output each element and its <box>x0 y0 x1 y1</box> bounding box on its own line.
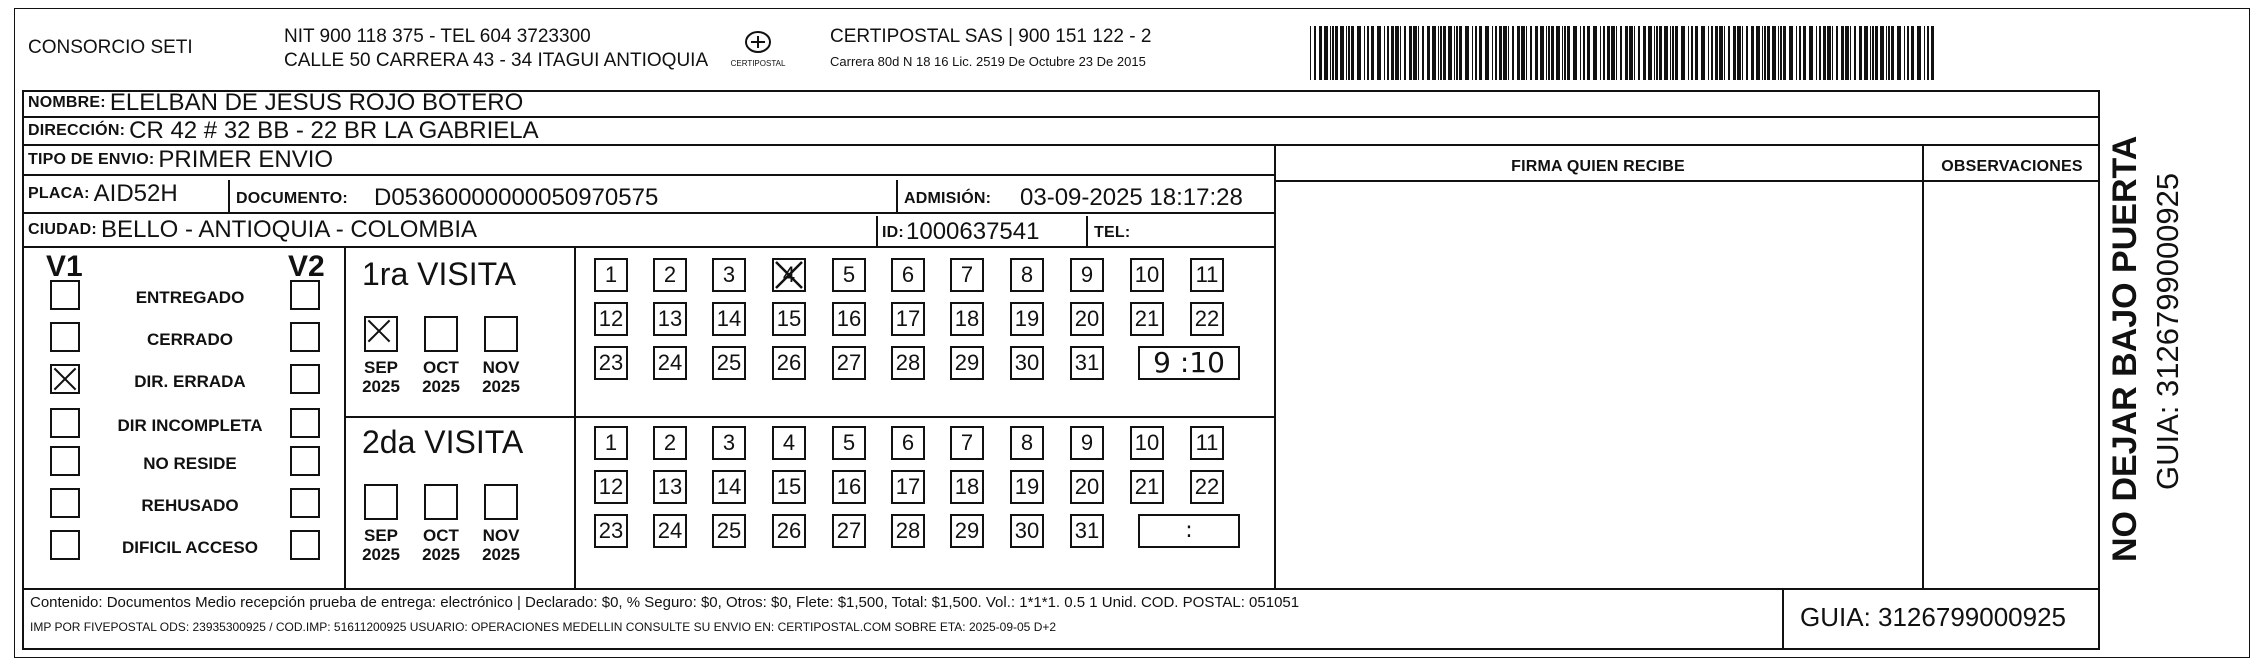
tel-divider <box>1086 216 1088 246</box>
day-box[interactable]: 18 <box>950 470 984 504</box>
documento-value: D05360000000050970575 <box>374 184 659 211</box>
day-box[interactable]: 22 <box>1190 302 1224 336</box>
admision-divider <box>896 180 898 212</box>
month-label <box>356 526 406 564</box>
firma-label: FIRMA QUIEN RECIBE <box>1511 158 1685 175</box>
footer-guia: GUIA: 3126799000925 <box>1800 602 2066 632</box>
month-checkbox[interactable] <box>424 316 458 352</box>
status-label: DIR INCOMPLETA <box>117 416 263 435</box>
day-box[interactable]: 11 <box>1190 258 1224 292</box>
status-label: ENTREGADO <box>135 288 245 307</box>
day-box[interactable]: 2 <box>653 426 687 460</box>
company-address: CALLE 50 CARRERA 43 - 34 ITAGUI ANTIOQUIA <box>284 50 709 71</box>
month-checkbox[interactable] <box>484 316 518 352</box>
status-label: REHUSADO <box>141 496 239 515</box>
day-box[interactable]: 27 <box>832 514 866 548</box>
day-box[interactable]: 14 <box>712 302 746 336</box>
v1-checkbox[interactable] <box>50 280 80 310</box>
day-box[interactable]: 1 <box>594 426 628 460</box>
admision-value: 03-09-2025 18:17:28 <box>1020 184 1243 211</box>
direccion-label: DIRECCIÓN: <box>28 122 126 139</box>
id-label: ID: <box>882 224 904 241</box>
month-label <box>416 358 466 396</box>
month-checkbox[interactable] <box>364 316 398 352</box>
day-box[interactable]: 31 <box>1070 514 1104 548</box>
day-box[interactable]: 28 <box>891 514 925 548</box>
v2-checkbox[interactable] <box>290 364 320 394</box>
day-box[interactable]: 26 <box>772 514 806 548</box>
day-box[interactable]: 9 <box>1070 258 1104 292</box>
ciudad-label: CIUDAD: <box>28 221 97 238</box>
day-box[interactable]: 20 <box>1070 302 1104 336</box>
day-box[interactable]: 23 <box>594 346 628 380</box>
documento-label: DOCUMENTO: <box>236 190 348 207</box>
day-box[interactable]: 24 <box>653 346 687 380</box>
day-box[interactable]: 26 <box>772 346 806 380</box>
row-direccion <box>24 118 2100 146</box>
day-box[interactable]: 10 <box>1130 426 1164 460</box>
v2-checkbox[interactable] <box>290 488 320 518</box>
certipostal-logo <box>730 30 786 68</box>
day-box[interactable]: 4 <box>772 426 806 460</box>
visit-title: 1ra VISITA <box>362 256 517 292</box>
admision-label: ADMISIÓN: <box>904 190 992 207</box>
month-checkbox[interactable] <box>484 484 518 520</box>
day-box[interactable]: 17 <box>891 470 925 504</box>
footer-impresion: IMP POR FIVEPOSTAL ODS: 23935300925 / COD.IMP: 51611200925 USUARIO: OPERACIONES MEDELLIN CONSULTE SU ENVIO EN: CERTIPOSTAL.COM SOBRE ETA: 2025-09-05 D+2 <box>30 620 1057 634</box>
day-box[interactable]: 1 <box>594 258 628 292</box>
day-box[interactable]: 7 <box>950 426 984 460</box>
day-box[interactable]: 25 <box>712 346 746 380</box>
day-box[interactable]: 20 <box>1070 470 1104 504</box>
company-nit: NIT 900 118 375 - TEL 604 3723300 <box>284 26 591 47</box>
day-box[interactable]: 2 <box>653 258 687 292</box>
firma-header-line <box>1274 180 2100 182</box>
nombre-value: ELELBAN DE JESUS ROJO BOTERO <box>109 89 524 116</box>
day-box[interactable]: 3 <box>712 258 746 292</box>
ciudad-value: BELLO - ANTIOQUIA - COLOMBIA <box>100 216 478 243</box>
day-box[interactable]: 13 <box>653 302 687 336</box>
v1-checkbox[interactable] <box>50 488 80 518</box>
month-name: SEP <box>363 358 399 377</box>
company-name: CONSORCIO SETI <box>28 37 193 58</box>
month-label <box>476 358 526 396</box>
tel-label: TEL: <box>1094 224 1131 241</box>
day-box[interactable]: 12 <box>594 302 628 336</box>
day-box[interactable]: 21 <box>1130 302 1164 336</box>
day-box[interactable]: 4 <box>772 258 806 292</box>
row-ciudad <box>24 214 1276 248</box>
day-box[interactable]: 15 <box>772 302 806 336</box>
status-label: CERRADO <box>147 330 233 349</box>
v1-checkbox[interactable] <box>50 322 80 352</box>
logo-icon <box>743 30 773 54</box>
v1-checkbox[interactable] <box>50 530 80 560</box>
visit-area-divider <box>346 416 1274 418</box>
day-box[interactable]: 3 <box>712 426 746 460</box>
month-name: NOV <box>482 526 520 545</box>
v1-checkbox[interactable] <box>50 446 80 476</box>
day-box[interactable]: 23 <box>594 514 628 548</box>
visit-time-box[interactable]: 9 :10 <box>1138 346 1240 380</box>
side-warning: NO DEJAR BAJO PUERTA <box>2106 135 2144 562</box>
status-label: DIFICIL ACCESO <box>121 538 258 557</box>
day-box[interactable]: 5 <box>832 426 866 460</box>
logo-text: CERTIPOSTAL <box>730 59 786 68</box>
day-box[interactable]: 21 <box>1130 470 1164 504</box>
month-name: NOV <box>482 358 520 377</box>
day-box[interactable]: 10 <box>1130 258 1164 292</box>
day-box[interactable]: 30 <box>1010 346 1044 380</box>
month-checkbox[interactable] <box>424 484 458 520</box>
month-label <box>476 526 526 564</box>
day-box[interactable]: 13 <box>653 470 687 504</box>
footer-content: Contenido: Documentos Medio recepción prueba de entrega: electrónico | Declarado: $0, % Seguro: $0, Otros: $0, Flete: $1,500, Total: $1,500. Vol.: 1*1*1. 0.5 1 Unid. COD. POSTAL: 051051 <box>30 594 1300 611</box>
day-box[interactable]: 8 <box>1010 258 1044 292</box>
day-box[interactable]: 7 <box>950 258 984 292</box>
side-guia: GUIA: 3126799000925 <box>2150 172 2185 490</box>
v1-label: V1 <box>46 250 83 283</box>
day-box[interactable]: 18 <box>950 302 984 336</box>
row-tipo <box>24 146 1276 176</box>
month-year: 2025 <box>482 545 520 564</box>
nombre-label: NOMBRE: <box>28 94 106 111</box>
v2-label: V2 <box>288 250 325 283</box>
visit-grid-divider <box>574 248 576 588</box>
id-divider <box>876 216 878 246</box>
certipostal-name: CERTIPOSTAL SAS | 900 151 122 - 2 <box>830 26 1152 47</box>
day-box[interactable]: 29 <box>950 514 984 548</box>
day-box[interactable]: 11 <box>1190 426 1224 460</box>
footer-top-line <box>22 588 2100 590</box>
tipo-label: TIPO DE ENVIO: <box>28 151 155 168</box>
v2-checkbox[interactable] <box>290 322 320 352</box>
v2-checkbox[interactable] <box>290 280 320 310</box>
day-box[interactable]: 9 <box>1070 426 1104 460</box>
day-box[interactable]: 15 <box>772 470 806 504</box>
day-box[interactable]: 19 <box>1010 302 1044 336</box>
day-box[interactable]: 12 <box>594 470 628 504</box>
placa-label: PLACA: <box>28 185 90 202</box>
month-checkbox[interactable] <box>364 484 398 520</box>
day-check-mark <box>772 258 806 292</box>
visit-title: 2da VISITA <box>362 424 524 460</box>
day-box[interactable]: 28 <box>891 346 925 380</box>
day-box[interactable]: 6 <box>891 258 925 292</box>
certipostal-license: Carrera 80d N 18 16 Lic. 2519 De Octubre 23 De 2015 <box>830 54 1146 69</box>
month-year: 2025 <box>422 377 460 396</box>
row-nombre <box>24 90 2100 118</box>
tipo-value: PRIMER ENVIO <box>158 146 334 173</box>
month-name: OCT <box>423 526 459 545</box>
footer-guia-divider <box>1782 588 1784 650</box>
day-box[interactable]: 27 <box>832 346 866 380</box>
v1-checkbox[interactable] <box>50 408 80 438</box>
month-year: 2025 <box>422 545 460 564</box>
day-box[interactable]: 25 <box>712 514 746 548</box>
v2-checkbox[interactable] <box>290 530 320 560</box>
day-box[interactable]: 16 <box>832 470 866 504</box>
month-label <box>356 358 406 396</box>
status-area-divider <box>344 248 346 588</box>
month-year: 2025 <box>482 377 520 396</box>
status-label: DIR. ERRADA <box>134 372 246 391</box>
observaciones-label: OBSERVACIONES <box>1941 158 2083 175</box>
day-box[interactable]: 16 <box>832 302 866 336</box>
day-box[interactable]: 8 <box>1010 426 1044 460</box>
barcode <box>1310 26 1940 82</box>
day-box[interactable]: 29 <box>950 346 984 380</box>
month-label <box>416 526 466 564</box>
id-value: 1000637541 <box>906 218 1040 245</box>
v2-checkbox[interactable] <box>290 446 320 476</box>
visit-time-box[interactable]: : <box>1138 514 1240 548</box>
day-box[interactable]: 17 <box>891 302 925 336</box>
v2-checkbox[interactable] <box>290 408 320 438</box>
day-box[interactable]: 5 <box>832 258 866 292</box>
direccion-value: CR 42 # 32 BB - 22 BR LA GABRIELA <box>129 117 539 144</box>
placa-value: AID52H <box>93 180 178 207</box>
month-year: 2025 <box>362 545 400 564</box>
placa-divider <box>228 180 230 212</box>
day-box[interactable]: 6 <box>891 426 925 460</box>
month-name: SEP <box>363 526 399 545</box>
v1-checkbox[interactable] <box>50 364 80 394</box>
day-box[interactable]: 31 <box>1070 346 1104 380</box>
day-box[interactable]: 30 <box>1010 514 1044 548</box>
status-label: NO RESIDE <box>143 454 237 473</box>
day-box[interactable]: 14 <box>712 470 746 504</box>
day-box[interactable]: 22 <box>1190 470 1224 504</box>
obs-column-divider <box>1922 146 1924 588</box>
month-name: OCT <box>423 358 459 377</box>
month-year: 2025 <box>362 377 400 396</box>
day-box[interactable]: 19 <box>1010 470 1044 504</box>
day-box[interactable]: 24 <box>653 514 687 548</box>
